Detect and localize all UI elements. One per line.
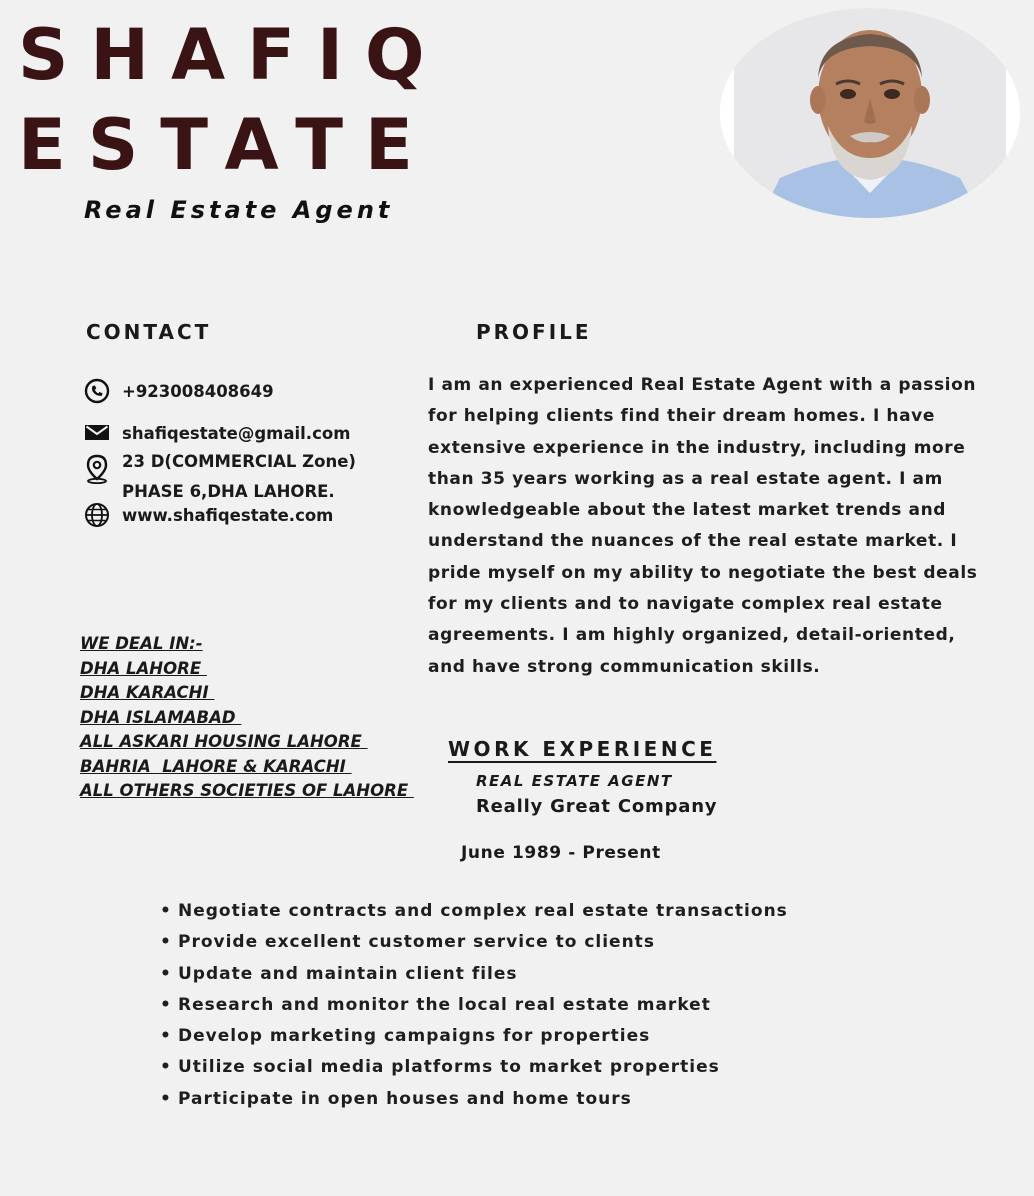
mail-icon (84, 420, 110, 446)
profile-line: I am an experienced Real Estate Agent with a passion (428, 375, 977, 395)
job-dates: June 1989 - Present (461, 843, 661, 863)
brand-name-line-2: ESTATE (18, 104, 435, 186)
profile-line: than 35 years working as a real estate agent. I am (428, 468, 943, 489)
portrait-illustration (720, 8, 1020, 218)
duty-item: • Research and monitor the local real estate market (160, 990, 788, 1021)
profile-heading: PROFILE (476, 320, 592, 344)
profile-line: agreements. I am highly organized, detail-oriented, (428, 625, 956, 646)
website-link[interactable]: www.shafiqestate.com (122, 506, 334, 525)
address-line-1: 23 D(COMMERCIAL Zone) (122, 452, 356, 471)
globe-icon (84, 502, 110, 528)
duty-item: • Negotiate contracts and complex real estate transactions (160, 896, 788, 927)
job-subtitle: Real Estate Agent (84, 196, 394, 224)
profile-paragraph (428, 370, 988, 683)
location-pin-icon (84, 454, 110, 484)
duty-item: • Update and maintain client files (160, 959, 788, 990)
email-address[interactable]: shafiqestate@gmail.com (122, 424, 351, 443)
profile-line: for my clients and to navigate complex real estate (428, 594, 943, 615)
profile-line: pride myself on my ability to negotiate the best deals (428, 562, 978, 583)
profile-line: knowledgeable about the latest market trends and (428, 500, 947, 521)
contact-heading: CONTACT (86, 320, 212, 344)
profile-line: for helping clients find their dream homes. I have (428, 406, 935, 427)
profile-photo (720, 8, 1020, 218)
duties-list (160, 896, 788, 1115)
deal-area-item: ALL ASKARI HOUSING LAHORE (80, 732, 368, 751)
job-company: Really Great Company (476, 796, 718, 817)
address-line-2: PHASE 6,DHA LAHORE. (122, 482, 335, 501)
phone-number[interactable]: +923008408649 (122, 382, 274, 401)
job-title: REAL ESTATE AGENT (476, 772, 673, 790)
deal-areas-list (80, 632, 414, 804)
phone-icon (84, 378, 110, 404)
deal-area-item: BAHRIA LAHORE & KARACHI (80, 756, 352, 776)
profile-line: extensive experience in the industry, including more (428, 437, 966, 458)
duty-item: • Utilize social media platforms to market properties (160, 1052, 788, 1083)
brand-name-line-1: SHAFIQ (18, 14, 447, 96)
deal-area-item: DHA KARACHI (80, 683, 215, 702)
duty-item: • Develop marketing campaigns for properties (160, 1021, 788, 1052)
profile-line: and have strong communication skills. (428, 656, 821, 677)
duty-item: • Participate in open houses and home tours (160, 1084, 788, 1115)
deal-area-item: DHA LAHORE (80, 658, 207, 678)
profile-line: understand the nuances of the real estate market. I (428, 531, 958, 552)
deal-list-heading: WE DEAL IN:- (80, 634, 203, 653)
work-experience-heading: WORK EXPERIENCE (448, 737, 717, 761)
deal-area-item: DHA ISLAMABAD (80, 707, 242, 727)
duty-item: • Provide excellent customer service to clients (160, 927, 788, 958)
deal-area-item: ALL OTHERS SOCIETIES OF LAHORE (80, 781, 414, 800)
